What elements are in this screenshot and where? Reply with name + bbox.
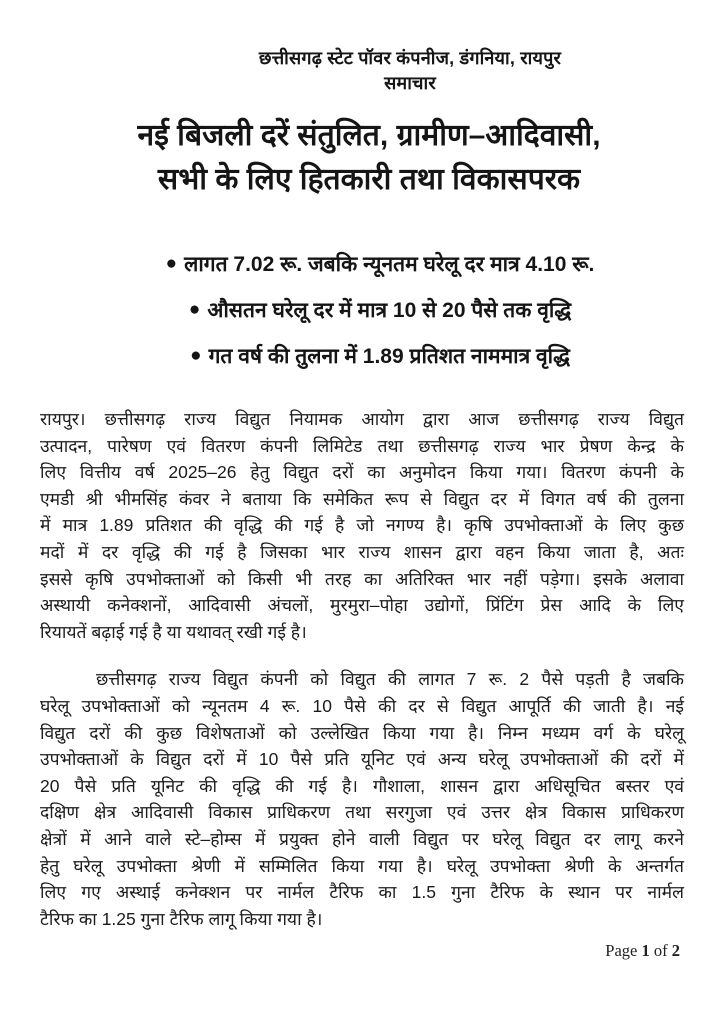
body-line: उपभोक्ताओं के विद्युत दरों में 10 पैसे प्रति यूनिट एवं अन्य घरेलू उपभोक्ताओं की दरों में (40, 749, 684, 770)
document-header (136, 46, 684, 96)
body-line: विद्युत दरों की कुछ विशेषताओं को उल्लेखित किया गया है। निम्न मध्यम वर्ग के घरेलू (40, 722, 684, 743)
body-text (40, 406, 684, 932)
headline-line-1: नई बिजली दरें संतुलित, ग्रामीण–आदिवासी, (137, 119, 601, 152)
highlight-item (76, 334, 684, 380)
highlight-bullets (76, 242, 684, 380)
document-type-label: समाचार (384, 73, 436, 93)
body-line: लिए वित्तीय वर्ष 2025–26 हेतु विद्युत दरों का अनुमोदन किया गया। वितरण कंपनी के (40, 462, 684, 483)
bullet-icon: ● (190, 345, 202, 366)
body-line: रायपुर। छत्तीसगढ़ राज्य विद्युत नियामक आयोग द्वारा आज छत्तीसगढ़ राज्य विद्युत (40, 409, 684, 429)
body-line: लिए गए अस्थाई कनेक्शन पर नार्मल टैरिफ का 1.5 गुना टैरिफ के स्थान पर नार्मल (40, 882, 684, 903)
body-line: अस्थायी कनेक्शनों, आदिवासी अंचलों, मुरमुरा–पोहा उद्योगों, प्रिंटिंग प्रेस आदि के लिए (40, 595, 684, 616)
page-label: Page (605, 941, 638, 960)
bullet-icon: ● (165, 253, 178, 274)
body-line: हेतु घरेलू उपभोक्ता श्रेणी में सम्मिलित किया गया है। घरेलू उपभोक्ता श्रेणी के अन्तर्गत (40, 855, 684, 876)
body-line: छत्तीसगढ़ राज्य विद्युत कंपनी को विद्युत की लागत 7 रू. 2 पैसे पड़ती है जबकि (96, 669, 684, 690)
body-line: रियायतें बढ़ाई गई है या यथावत् रखी गई है। (40, 621, 307, 642)
bullet-icon: ● (188, 299, 201, 320)
body-line: घरेलू उपभोक्ताओं को न्यूनतम 4 रू. 10 पैसे की दर से विद्युत आपूर्ति की जाती है। नई (40, 695, 684, 716)
body-line: उत्पादन, पारेषण एवं वितरण कंपनी लिमिटेड तथा छत्तीसगढ़ राज्य भार प्रेषण केन्द्र के (40, 435, 684, 456)
body-line: 20 पैसे प्रति यूनिट की वृद्धि की गई है। गौशाला, शासन द्वारा अधिसूचित बस्तर एवं (40, 775, 684, 796)
paragraph-1 (40, 406, 684, 645)
headline (54, 114, 684, 202)
body-line: टैरिफ का 1.25 गुना टैरिफ लागू किया गया है। (40, 908, 323, 929)
of-label: of (653, 941, 668, 960)
highlight-item (76, 242, 684, 288)
body-line: इससे कृषि उपभोक्ताओं को किसी भी तरह का अतिरिक्त भार नहीं पड़ेगा। इसके अलावा (40, 568, 684, 589)
highlight-text: लागत 7.02 रू. जबकि न्यूनतम घरेलू दर मात्र 4.10 रू. (184, 253, 595, 276)
highlight-item (76, 288, 684, 334)
page-number: 1 (641, 941, 650, 960)
highlight-text: औसतन घरेलू दर में मात्र 10 से 20 पैसे तक वृद्धि (207, 299, 572, 322)
total-pages: 2 (671, 941, 680, 960)
page-number-footer (605, 941, 680, 961)
body-line: में मात्र 1.89 प्रतिशत की वृद्धि की गई है जो नगण्य है। कृषि उपभोक्ताओं के लिए कुछ (40, 515, 684, 536)
body-line: एमडी श्री भीमसिंह कंवर ने बताया कि समेकित रूप से विद्युत दर में विगत वर्ष की तुलना (40, 488, 684, 509)
headline-line-2: सभी के लिए हितकारी तथा विकासपरक (157, 163, 581, 196)
paragraph-2 (40, 666, 684, 932)
organization-name: छत्तीसगढ़ स्टेट पॉवर कंपनीज, डंगनिया, रायपुर (258, 48, 562, 68)
body-line: दक्षिण क्षेत्र आदिवासी विकास प्राधिकरण तथा सरगुजा एवं उत्तर क्षेत्र विकास प्राधिकरण (40, 802, 684, 823)
body-line: क्षेत्रों में आने वाले स्टे–होम्स में प्रयुक्त होने वाली विद्युत पर घरेलू विद्युत दर लागू करने (40, 828, 684, 849)
highlight-text: गत वर्ष की तुलना में 1.89 प्रतिशत नाममात्र वृद्धि (208, 345, 570, 368)
body-line: मदों में दर वृद्धि की गई है जिसका भार राज्य शासन द्वारा वहन किया जाता है, अतः (40, 541, 684, 562)
